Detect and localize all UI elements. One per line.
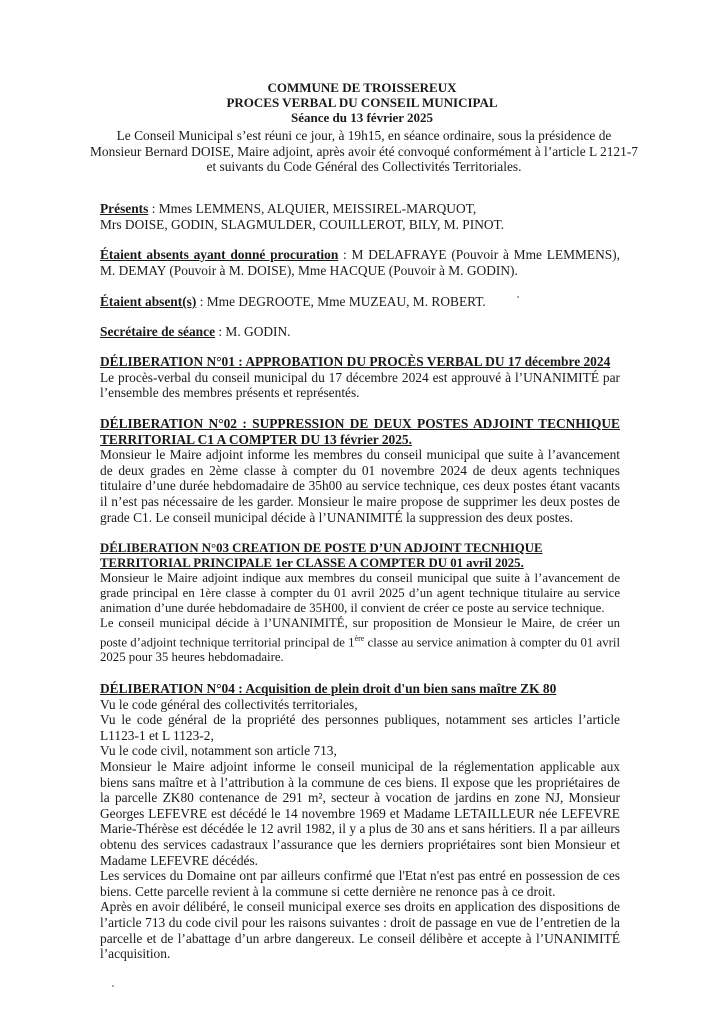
presents-section [100,201,620,232]
deliberation-04 [100,681,620,962]
deliberation-01-title: DÉLIBERATION N°01 : APPROBATION DU PROCÈS VERBAL DU 17 décembre 2024 [100,354,611,369]
deliberation-04-body-1: Monsieur le Maire adjoint informe le conseil municipal de la réglementation applicable aux biens sans maître et à l’attribution à la commune de ces biens. Il expose que les propriétaires de la parcelle ZK80 contenance de 291 m², secteur à vocation de jardins en zone NJ, Monsieur Georges LEFEVRE est décédé le 14 novembre 1969 et Madame LETAILLEUR née LEFEVRE Marie-Thérèse est décédée le 12 avril 1982, il y a plus de 30 ans et sans héritiers. Il a par ailleurs obtenu des services cadastraux l’assurance que les derniers propriétaires sont bien Monsieur et Madame LEFEVRE décédés. [100,758,620,868]
presents-line2: Mrs DOISE, GODIN, SLAGMULDER, COUILLEROT, BILY, M. PINOT. [100,216,505,232]
session-date: Séance du 13 février 2025 [290,110,434,125]
document-header [0,80,724,125]
secretary-label: Secrétaire de séance [100,324,216,339]
deliberation-02-title: DÉLIBERATION N°02 : SUPPRESSION DE DEUX POSTES ADJOINT TECNHIQUE TERRITORIAL C1 A COMPTER DU 13 février 2025. [100,416,620,447]
deliberation-03-body-2: Le conseil municipal décide à l’UNANIMITÉ, sur proposition de Monsieur le Maire, de créer un poste d’adjoint technique territorial principal de 1ère classe au service animation à compter du 01 avril 2025 pour 35 heures hebdomadaire. [100,616,620,665]
secretary-text: : M. GODIN. [215,324,291,339]
presents-label: Présents [100,201,149,216]
deliberation-01 [100,354,620,401]
absent-section [100,294,620,310]
intro-paragraph: Le Conseil Municipal s’est réuni ce jour, à 19h15, en séance ordinaire, sous la présidence de Monsieur Bernard DOISE, Maire adjoint, après avoir été convoqué conformément à l’article L 2121-7 et suivants du Code Général des Collectivités Territoriales. [90,128,638,175]
deliberation-01-body: Le procès-verbal du conseil municipal du 17 décembre 2024 est approuvé à l’UNANIMITÉ par l’ensemble des membres présents et représentés. [100,369,620,401]
deliberation-04-vu-2: Vu le code général de la propriété des personnes publiques, notamment ses articles l’article L1123-1 et L 1123-2, [100,712,620,743]
deliberation-03 [100,541,620,665]
proxy-section [100,247,620,278]
deliberation-03-body-1: Monsieur le Maire adjoint indique aux membres du conseil municipal que suite à l’avancement de grade principal en 1ère classe à compter du 01 avril 2025 d’un agent technique titulaire au service animation d’une durée hebdomadaire de 35H00, il convient de créer ce poste au service technique. [100,571,620,615]
presents-line1: : Mmes LEMMENS, ALQUIER, MEISSIREL-MARQUOT, [148,201,477,216]
deliberation-03-title: DÉLIBERATION N°03 CREATION DE POSTE D’UN ADJOINT TECNHIQUE TERRITORIAL PRINCIPALE 1er CLASSE A COMPTER DU 01 avril 2025. [100,541,543,570]
deliberation-02-body: Monsieur le Maire adjoint informe les membres du conseil municipal que suite à l’avancement de deux grades en 2ème classe à compter du 01 novembre 2024 de deux agents techniques titulaire d’une durée hebdomadaire de 35h00 au service technique, ces deux postes étant vacants il n’est pas nécessaire de les garder. Monsieur le maire propose de supprimer les deux postes de grade C1. Le conseil municipal décide à l’UNANIMITÉ la suppression des deux postes. [100,447,620,525]
deliberation-04-title: DÉLIBERATION N°04 : Acquisition de plein droit d'un bien sans maître ZK 80 [100,681,557,696]
proxy-text: : M DELAFRAYE (Pouvoir à Mme LEMMENS), M. DEMAY (Pouvoir à M. DOISE), Mme HACQUE (Pouvoir à M. GODIN). [100,247,620,278]
document-title: PROCES VERBAL DU CONSEIL MUNICIPAL [226,95,498,110]
deliberation-04-vu-3: Vu le code civil, notamment son article 713, [100,743,337,759]
commune-name: COMMUNE DE TROISSEREUX [267,80,457,95]
proxy-label: Étaient absents ayant donné procuration [100,247,339,262]
scan-speck [112,985,114,987]
deliberation-02 [100,416,620,525]
secretary-section [100,324,620,340]
deliberation-04-body-3: Après en avoir délibéré, le conseil municipal exerce ses droits en application des dispositions de l’article 713 du code civil pour les raisons suivantes : droit de passage en vue de l’entretien de la parcelle et de l’abattage d’un arbre dangereux. Le conseil délibère et accepte à l’UNANIMITÉ l’acquisition. [100,899,620,962]
deliberation-04-body-2: Les services du Domaine ont par ailleurs confirmé que l'Etat n'est pas entré en possession de ces biens. Cette parcelle revient à la commune si cette dernière ne renonce pas à ce droit. [100,868,620,899]
scan-speck [517,296,519,298]
absent-text: : Mme DEGROOTE, Mme MUZEAU, M. ROBERT. [196,294,486,309]
deliberation-04-vu-1: Vu le code général des collectivités territoriales, [100,696,358,712]
absent-label: Étaient absent(s) [100,294,197,309]
